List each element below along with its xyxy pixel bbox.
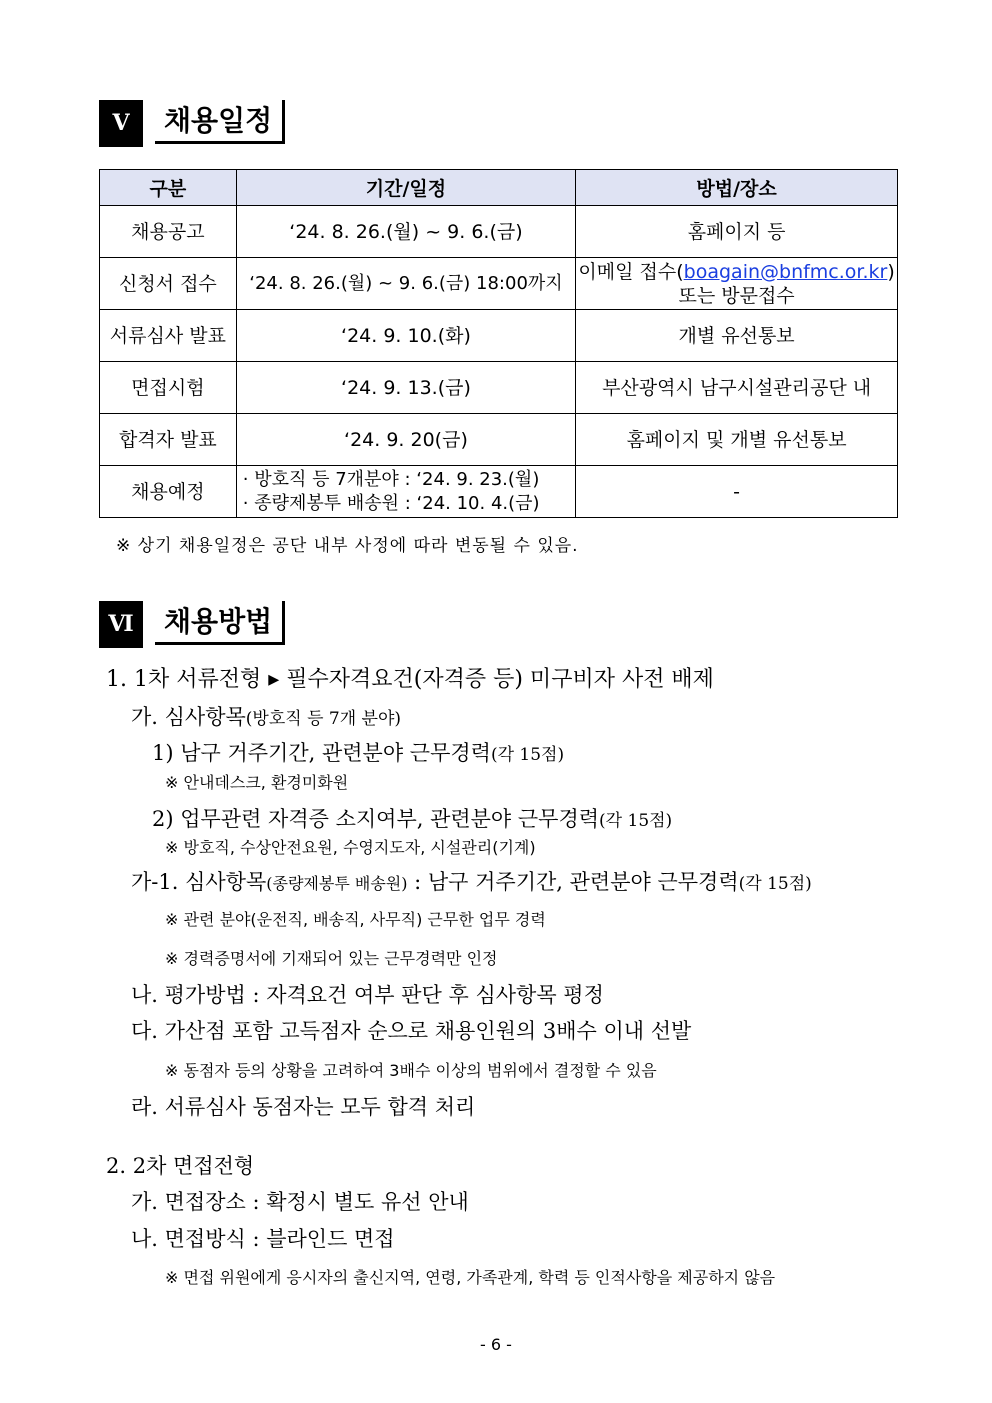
section-5-number: Ⅴ	[99, 100, 143, 147]
table-note: ※ 상기 채용일정은 공단 내부 사정에 따라 변동될 수 있음.	[116, 536, 579, 556]
section-6-title: 채용방법	[155, 601, 285, 645]
schedule-table	[99, 169, 898, 518]
stage-1-item-ga-1: 1) 남구 거주기간, 관련분야 근무경력(각 15점)	[152, 741, 565, 765]
row-period: ‘24. 8. 26.(월) ~ 9. 6.(금)	[236, 206, 575, 258]
row-method: 부산광역시 남구시설관리공단 내	[576, 362, 898, 414]
stage-1-item-ga-2: 2) 업무관련 자격증 소지여부, 관련분야 근무경력(각 15점)	[152, 807, 673, 831]
row-period: ‘24. 8. 26.(월) ~ 9. 6.(금) 18:00까지	[236, 258, 575, 310]
table-row	[100, 206, 898, 258]
stage-1-item-ga-1-note: ※ 안내데스크, 환경미화원	[165, 773, 349, 792]
table-row	[100, 466, 898, 518]
table-header-row	[100, 170, 898, 206]
row-category: 서류심사 발표	[100, 310, 237, 362]
row-category: 채용공고	[100, 206, 237, 258]
stage-2-item-ga: 가. 면접장소 : 확정시 별도 유선 안내	[131, 1190, 469, 1214]
row-category: 면접시험	[100, 362, 237, 414]
email-link[interactable]: boagain@bnfmc.or.kr	[683, 260, 888, 283]
row-period: ‘24. 9. 10.(화)	[236, 310, 575, 362]
stage-1-item-da-note: ※ 동점자 등의 상황을 고려하여 3배수 이상의 범위에서 결정할 수 있음	[165, 1061, 657, 1080]
stage-1-item-ga1-note-1: ※ 관련 분야(운전직, 배송직, 사무직) 근무한 업무 경력	[165, 910, 546, 929]
row-method: 홈페이지 등	[576, 206, 898, 258]
section-6-number: Ⅵ	[99, 601, 143, 648]
stage-2-item-na-note: ※ 면접 위원에게 응시자의 출신지역, 연령, 가족관계, 학력 등 인적사항을 제공하지 않음	[165, 1268, 776, 1287]
table-row	[100, 310, 898, 362]
table-row	[100, 362, 898, 414]
stage-1-item-ga: 가. 심사항목(방호직 등 7개 분야)	[131, 705, 402, 729]
header-period: 기간/일정	[236, 170, 575, 206]
section-5-title: 채용일정	[155, 100, 285, 144]
stage-2-item-na: 나. 면접방식 : 블라인드 면접	[131, 1227, 395, 1251]
row-method: 이메일 접수(boagain@bnfmc.or.kr) 또는 방문접수	[576, 258, 898, 310]
stage-1-item-na: 나. 평가방법 : 자격요건 여부 판단 후 심사항목 평정	[131, 983, 604, 1007]
stage-1-item-ga-2-note: ※ 방호직, 수상안전요원, 수영지도자, 시설관리(기계)	[165, 838, 536, 857]
stage-1-item-ga1: 가-1. 심사항목(종량제봉투 배송원) : 남구 거주기간, 관련분야 근무경력(각 15점)	[131, 870, 812, 894]
row-period: ‘24. 9. 20(금)	[236, 414, 575, 466]
stage-1-heading: 1. 1차 서류전형 ▸ 필수자격요건(자격증 등) 미구비자 사전 배제	[106, 667, 714, 692]
stage-2-heading: 2. 2차 면접전형	[106, 1154, 255, 1178]
table-row	[100, 258, 898, 310]
header-category: 구분	[100, 170, 237, 206]
stage-1-item-ga1-note-2: ※ 경력증명서에 기재되어 있는 근무경력만 인정	[165, 949, 498, 968]
row-method: 홈페이지 및 개별 유선통보	[576, 414, 898, 466]
row-period: ‘24. 9. 13.(금)	[236, 362, 575, 414]
row-method: -	[576, 466, 898, 518]
row-method: 개별 유선통보	[576, 310, 898, 362]
header-method: 방법/장소	[576, 170, 898, 206]
stage-1-item-ra: 라. 서류심사 동점자는 모두 합격 처리	[131, 1095, 476, 1119]
row-category: 신청서 접수	[100, 258, 237, 310]
row-category: 합격자 발표	[100, 414, 237, 466]
row-category: 채용예정	[100, 466, 237, 518]
page-number: - 6 -	[480, 1335, 512, 1354]
table-row	[100, 414, 898, 466]
stage-1-item-da: 다. 가산점 포함 고득점자 순으로 채용인원의 3배수 이내 선발	[131, 1019, 692, 1043]
row-period: · 방호직 등 7개분야 : ‘24. 9. 23.(월) · 종량제봉투 배송원 : ‘24. 10. 4.(금)	[236, 466, 575, 518]
